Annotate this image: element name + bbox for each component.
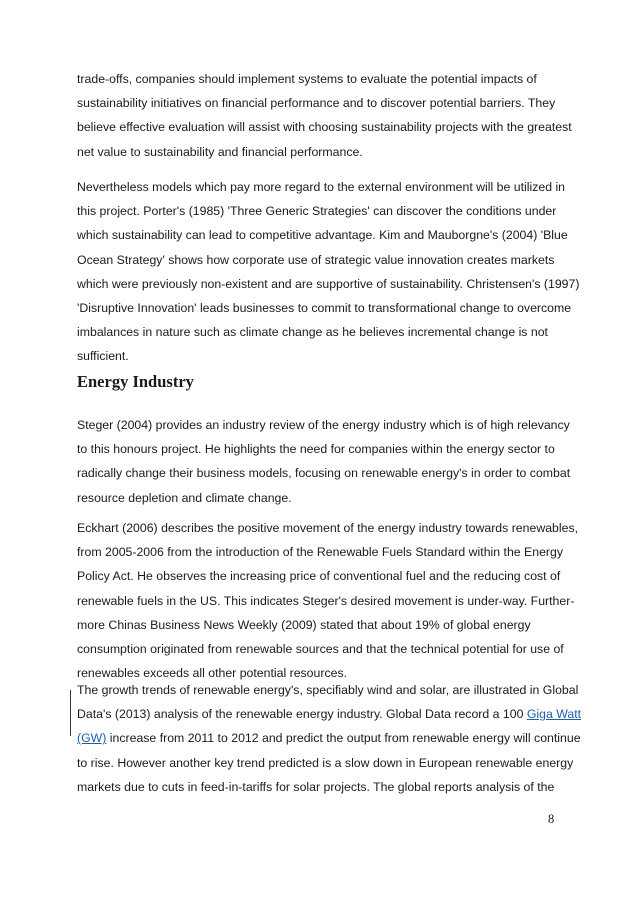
text-line: resource depletion and climate change.	[77, 490, 292, 505]
text-line: Policy Act. He observes the increasing price of conventional fuel and the reducing cost of	[77, 569, 561, 584]
text-line: consumption originated from renewable sources and that the technical potential for use of	[77, 642, 564, 657]
text-line: sufficient.	[77, 349, 129, 364]
text-line: radically change their business models, focusing on renewable energy's in order to combat	[77, 466, 571, 481]
paragraph-eckhart-renewables	[77, 516, 577, 685]
text-line: renewables exceeds all other potential resources.	[77, 666, 348, 681]
text-line: this project. Porter's (1985) 'Three Generic Strategies' can discover the conditions under	[77, 204, 557, 219]
text-line: which sustainability can lead to competitive advantage. Kim and Mauborgne's (2004) 'Blue	[77, 228, 568, 243]
text-line: net value to sustainability and financial performance.	[77, 144, 363, 159]
text-line: Ocean Strategy' shows how corporate use of strategic value innovation creates markets	[77, 252, 555, 267]
text-segment: increase from 2011 to 2012 and predict the output from renewable energy will continue	[106, 731, 581, 746]
section-heading: Energy Industry	[77, 372, 194, 391]
text-line: The growth trends of renewable energy's, specifiably wind and solar, are illustrated in Global	[77, 683, 579, 697]
text-line: renewable fuels in the US. This indicates Steger's desired movement is under-way. Further-	[77, 593, 575, 608]
text-segment: Data's (2013) analysis of the renewable energy industry. Global Data record a 100	[77, 707, 527, 722]
giga-watt-link[interactable]: Giga Watt	[526, 707, 582, 722]
paragraph-sustainability-evaluation	[77, 67, 577, 164]
text-line: to this honours project. He highlights the need for companies within the energy sector to	[77, 442, 555, 457]
text-line: Eckhart (2006) describes the positive movement of the energy industry towards renewables,	[77, 521, 579, 535]
change-bar	[70, 690, 71, 736]
text-line: Steger (2004) provides an industry review of the energy industry which is of high relevancy	[77, 418, 570, 432]
text-line: sustainability initiatives on financial performance and to discover potential barriers. They	[77, 96, 556, 111]
text-line: imbalances in nature such as climate change as he believes incremental change is not	[77, 325, 548, 340]
text-line: to rise. However another key trend predicted is a slow down in European renewable energy	[77, 755, 574, 770]
text-line: from 2005-2006 from the introduction of the Renewable Fuels Standard within the Energy	[77, 545, 564, 560]
paragraph-growth-trends	[77, 678, 582, 799]
gw-link[interactable]: (GW)	[77, 731, 107, 746]
text-line: markets due to cuts in feed-in-tariffs for solar projects. The global reports analysis of the	[77, 779, 555, 794]
text-line: 'Disruptive Innovation' leads businesses to commit to transformational change to overcome	[77, 301, 572, 316]
paragraph-external-models	[77, 175, 580, 369]
text-line: trade-offs, companies should implement systems to evaluate the potential impacts of	[77, 72, 537, 86]
text-line: more Chinas Business News Weekly (2009) stated that about 19% of global energy	[77, 617, 531, 632]
text-line	[77, 702, 582, 726]
text-line: which were previously non-existent and are supportive of sustainability. Christensen's (1997)	[77, 276, 580, 291]
text-line: Nevertheless models which pay more regard to the external environment will be utilized in	[77, 180, 566, 194]
page-number: 8	[548, 812, 555, 826]
text-line	[77, 726, 581, 750]
paragraph-steger-review	[77, 413, 577, 510]
text-line: believe effective evaluation will assist with choosing sustainability projects with the greatest	[77, 120, 572, 135]
